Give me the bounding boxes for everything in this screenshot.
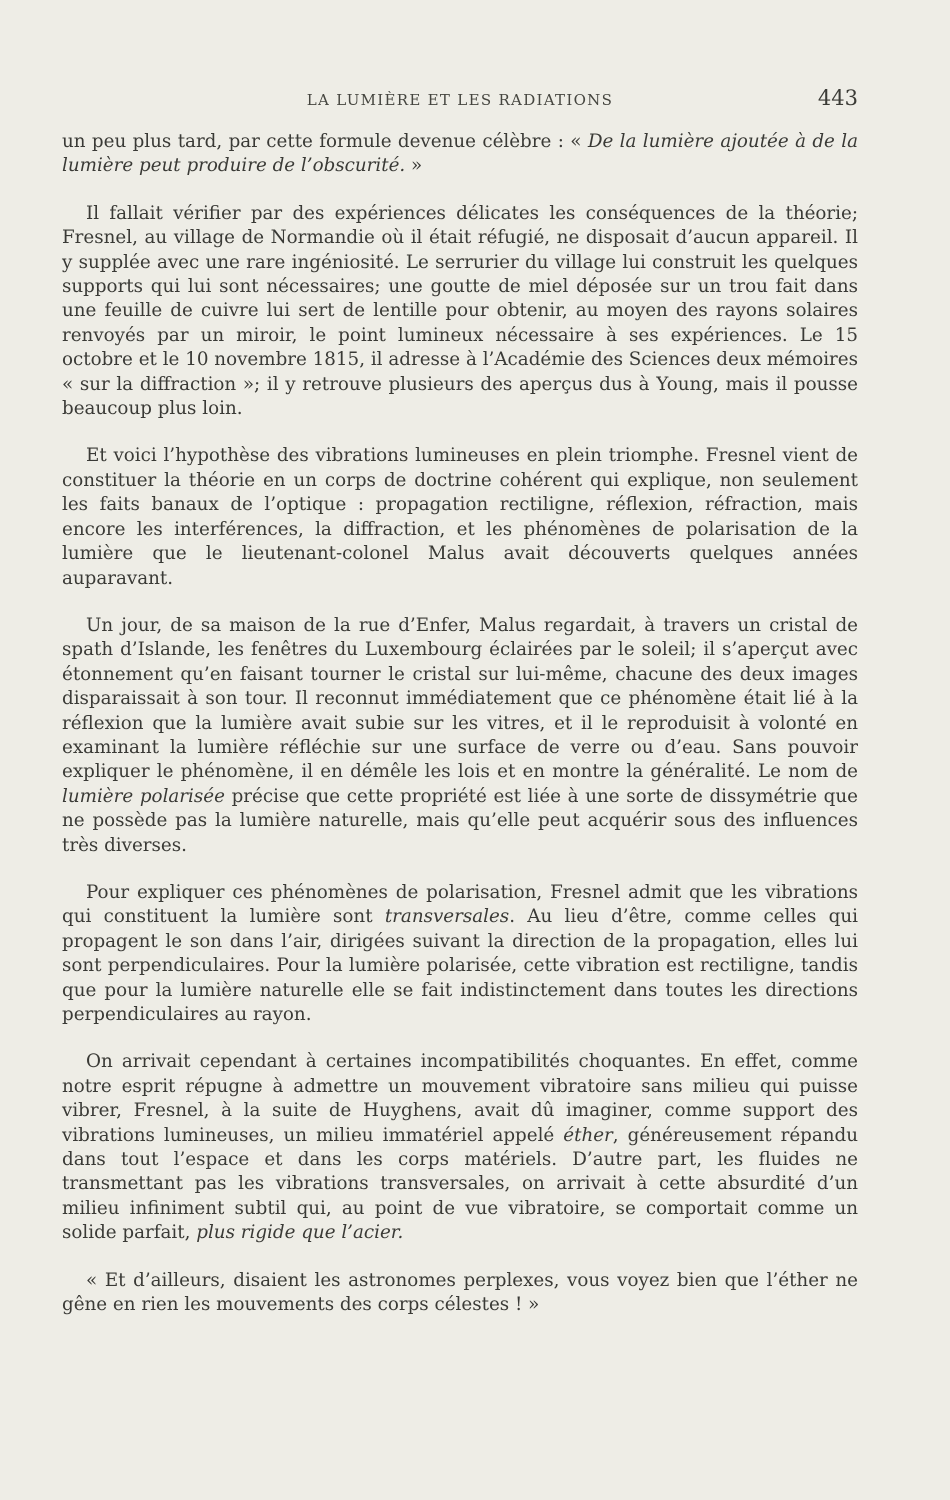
text-segment: » xyxy=(405,155,423,177)
body-text xyxy=(62,130,858,1340)
paragraph-4 xyxy=(62,614,858,858)
italic-segment: De la lumière ajoutée à de la lumière peut produire de l’obscurité. xyxy=(62,131,859,177)
paragraph-5 xyxy=(62,881,858,1027)
text-segment: Pour expliquer ces phénomènes de polarisation, Fresnel admit que les vibrations qui constituent la lumière sont xyxy=(62,881,858,928)
text-segment: . Au lieu d’être, comme celles qui propagent le son dans l’air, dirigées suivant la direction de la propagation, elles lui sont perpendiculaires. Pour la lumière polarisée, cette vibration est rectiligne, tandis que pour la lumière naturelle elle se fait indistinctement dans toutes les directions perpendiculaires au rayon. xyxy=(62,906,859,1025)
paragraph-1 xyxy=(62,130,858,179)
italic-segment: lumière polarisée xyxy=(62,785,225,807)
paragraph-6 xyxy=(62,1050,858,1245)
paragraph-7: « Et d’ailleurs, disaient les astronomes perplexes, vous voyez bien que l’éther ne gêne en rien les mouvements des corps célestes ! » xyxy=(62,1269,858,1316)
italic-segment: transversales xyxy=(384,906,510,928)
running-head xyxy=(62,86,858,116)
text-segment: Un jour, de sa maison de la rue d’Enfer, Malus regardait, à travers un cristal de spath d’Islande, les fenêtres du Luxembourg éclairées par le soleil; il s’aperçut avec étonnement qu’en faisant tourner le cristal sur lui-même, chacune des deux images disparaissait à son tour. Il reconnut immédiatement que ce phénomène était lié à la réflexion que la lumière avait subie sur les vitres, et il le reproduisit à volonté en examinant la lumière réfléchie sur une surface de verre ou d’eau. Sans pouvoir expliquer le phénomène, il en démêle les lois et en montre la généralité. Le nom de xyxy=(62,614,858,783)
text-segment: On arrivait cependant à certaines incompatibilités choquantes. En effet, comme notre esprit répugne à admettre un mouvement vibratoire sans milieu qui puisse vibrer, Fresnel, à la suite de Huyghens, avait dû imaginer, comme support des vibrations lumineuses, un milieu immatériel appelé xyxy=(62,1051,858,1146)
running-head-title: LA LUMIÈRE ET LES RADIATIONS xyxy=(306,91,614,109)
paragraph-2: Il fallait vérifier par des expériences délicates les conséquences de la théorie; Fresnel, au village de Normandie où il était réfugié, ne disposait d’aucun appareil. Il y supplée avec une rare ingéniosité. Le serrurier du village lui construit les quelques supports qui lui sont nécessaires; une goutte de miel déposée sur un trou fait dans une feuille de cuivre lui sert de lentille pour obtenir, au moyen des rayons solaires renvoyés par un miroir, le point lumineux nécessaire à ses expériences. Le 15 octobre et le 10 novembre 1815, il adresse à l’Académie des Sciences deux mémoires « sur la diffraction »; il y retrouve plusieurs des aperçus dus à Young, mais il pousse beaucoup plus loin. xyxy=(62,202,858,420)
page-number: 443 xyxy=(817,86,858,110)
italic-segment: éther xyxy=(563,1124,613,1146)
text-segment: un peu plus tard, par cette formule devenue célèbre : « xyxy=(62,131,588,152)
paragraph-3: Et voici l’hypothèse des vibrations lumineuses en plein triomphe. Fresnel vient de constituer la théorie en un corps de doctrine cohérent qui explique, non seulement les faits banaux de l’optique : propagation rectiligne, réflexion, réfraction, mais encore les interférences, la diffraction, et les phénomènes de polarisation de la lumière que le lieutenant-colonel Malus avait découverts quelques années auparavant. xyxy=(62,445,858,589)
text-segment: , généreusement répandu dans tout l’espace et dans les corps matériels. D’autre part, les fluides ne transmettant pas les vibrations transversales, on arrivait à cette absurdité d’un milieu infiniment subtil qui, au point de vue vibratoire, se comportait comme un solide parfait, xyxy=(62,1124,859,1244)
italic-segment: plus rigide que l’acier. xyxy=(196,1222,404,1244)
text-segment: précise que cette propriété est liée à une sorte de dissymétrie que ne possède pas la lumière naturelle, mais qu’elle peut acquérir sous des influences très diverses. xyxy=(62,785,858,856)
